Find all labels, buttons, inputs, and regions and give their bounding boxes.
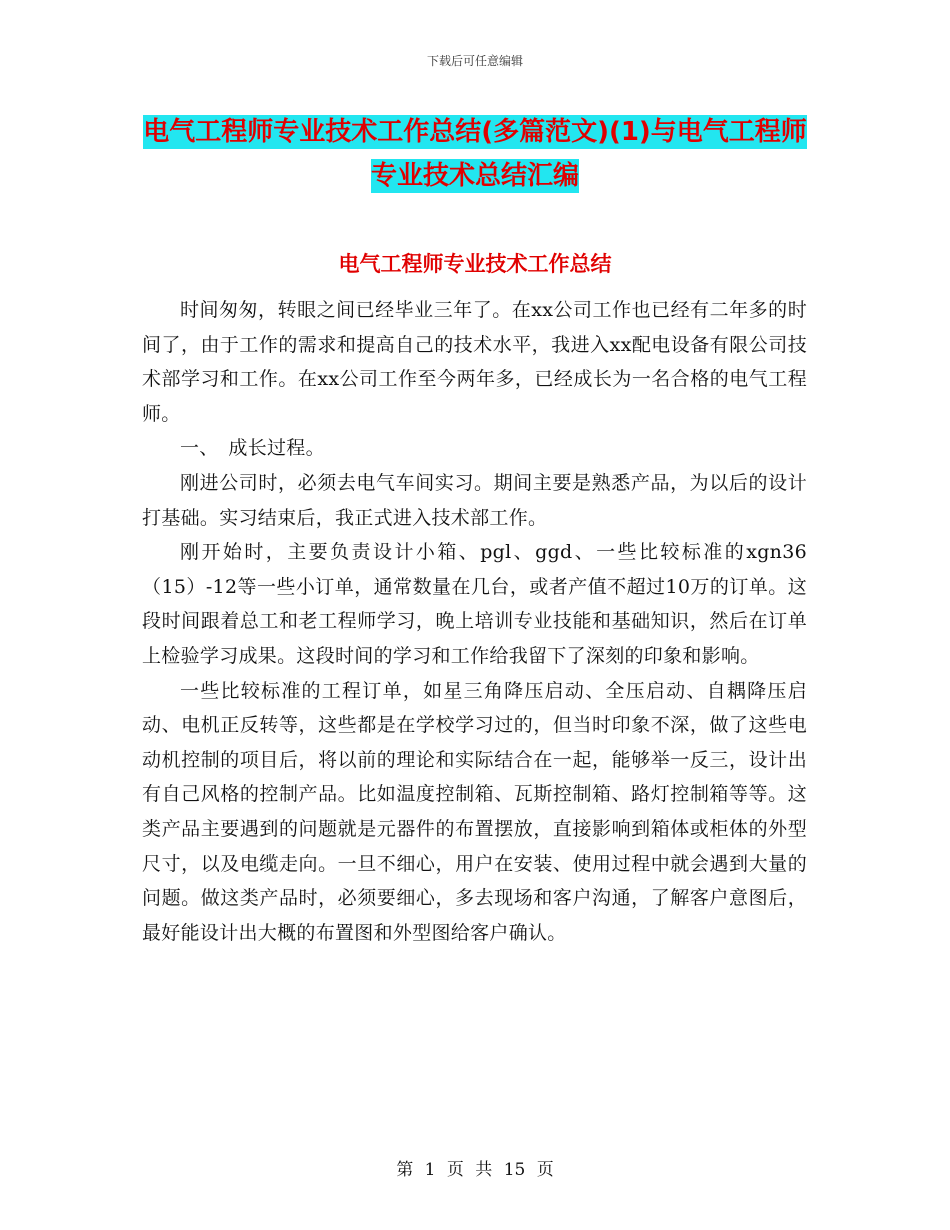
document-title-text: 电气工程师专业技术工作总结(多篇范文)(1)与电气工程师专业技术总结汇编 bbox=[143, 117, 807, 191]
paragraph: 一、 成长过程。 bbox=[180, 437, 325, 460]
paragraph: 刚开始时，主要负责设计小箱、pgl、ggd、一些比较标准的xgn36（15）-12等一些小订单，通常数量在几台，或者产值不超过10万的订单。这段时间跟着总工和老工程师学习，晚上培训专业技能和基础知识，然后在订单上检验学习成果。这段时间的学习和工作给我留下了深刻的印象和影响。 bbox=[142, 541, 807, 667]
header-note: 下载后可任意编辑 bbox=[426, 54, 523, 68]
body-text bbox=[142, 293, 807, 950]
paragraph: 时间匆匆，转眼之间已经毕业三年了。在xx公司工作也已经有二年多的时间了，由于工作的需求和提高自己的技术水平，我进入xx配电设备有限公司技术部学习和工作。在xx公司工作至今两年多，已经成长为一名合格的电气工程师。 bbox=[142, 299, 807, 425]
page-number-footer: 第 1 页 共 15 页 bbox=[396, 1160, 554, 1180]
paragraph: 一些比较标准的工程订单，如星三角降压启动、全压启动、自耦降压启动、电机正反转等，这些都是在学校学习过的，但当时印象不深，做了这些电动机控制的项目后，将以前的理论和实际结合在一起，能够举一反三，设计出有自己风格的控制产品。比如温度控制箱、瓦斯控制箱、路灯控制箱等等。这类产品主要遇到的问题就是元器件的布置摆放，直接影响到箱体或柜体的外型尺寸，以及电缆走向。一旦不细心，用户在安装、使用过程中就会遇到大量的问题。做这类产品时，必须要细心，多去现场和客户沟通，了解客户意图后，最好能设计出大概的布置图和外型图给客户确认。 bbox=[142, 679, 807, 944]
document-title bbox=[140, 110, 810, 198]
paragraph: 刚进公司时，必须去电气车间实习。期间主要是熟悉产品，为以后的设计打基础。实习结束后，我正式进入技术部工作。 bbox=[142, 471, 807, 529]
section-title: 电气工程师专业技术工作总结 bbox=[338, 252, 612, 276]
